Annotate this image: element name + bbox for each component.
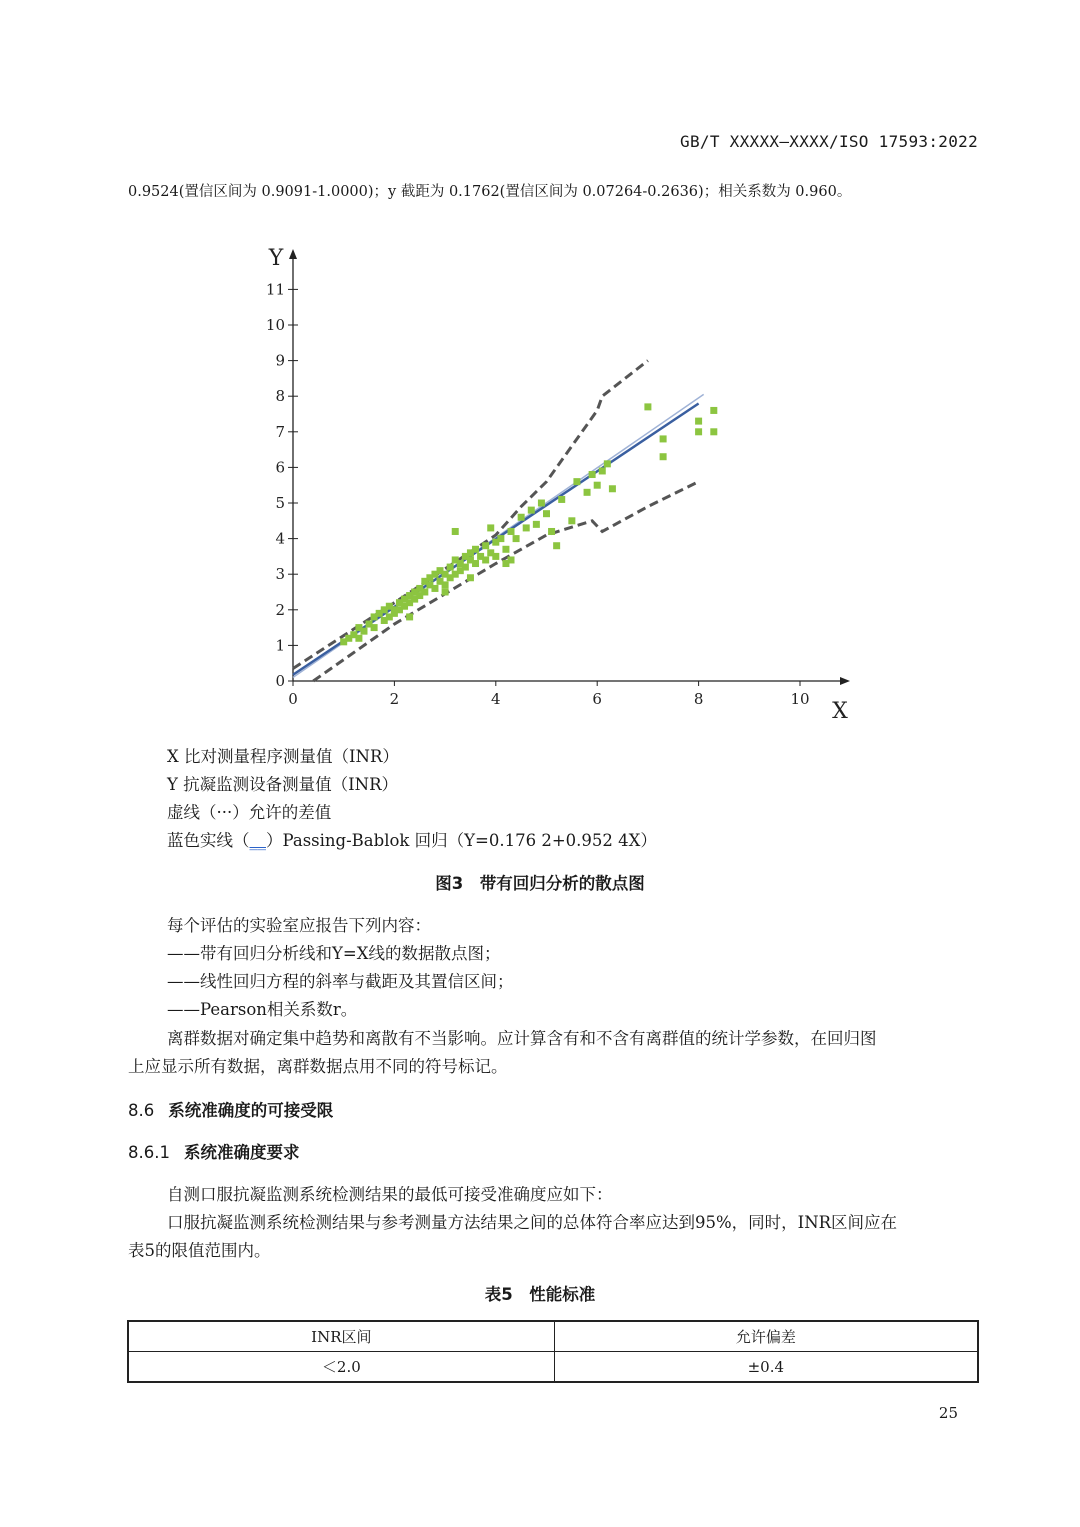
data-point — [492, 553, 499, 560]
data-point — [421, 589, 428, 596]
table-caption: 表5 性能标准 — [484, 1285, 596, 1304]
data-point — [695, 418, 702, 425]
section-heading-8-6 — [128, 1097, 333, 1121]
y-tick-label: 6 — [275, 458, 285, 477]
y-tick-label: 2 — [275, 600, 285, 619]
y-tick-label: 0 — [275, 672, 285, 690]
legend-solid-bar: __ — [249, 831, 266, 850]
table-header-cell: 允许偏差 — [554, 1321, 978, 1352]
data-point — [513, 535, 520, 542]
y-axis-label: Y — [268, 246, 284, 271]
chart-points — [340, 403, 717, 645]
performance-table — [127, 1320, 979, 1383]
data-point — [502, 560, 509, 567]
data-point — [355, 635, 362, 642]
figure-caption: 图3 带有回归分析的散点图 — [435, 874, 645, 893]
section-heading-8-6-1 — [128, 1139, 299, 1163]
y-tick-label: 9 — [275, 351, 285, 370]
data-point — [573, 478, 580, 485]
data-point — [548, 528, 555, 535]
standard-code: GB/T XXXXX—XXXX/ISO 17593:2022 — [680, 132, 978, 151]
data-point — [497, 535, 504, 542]
outlier-paragraph-cont: 上应显示所有数据，离群数据点用不同的符号标记。 — [128, 1057, 508, 1076]
upper-limit-line — [293, 361, 648, 669]
chart-axis-labels — [265, 246, 848, 722]
report-item: ——带有回归分析线和Y=X线的数据散点图； — [167, 944, 501, 963]
chart-ticks — [266, 280, 810, 708]
data-point — [467, 574, 474, 581]
data-point — [543, 510, 550, 517]
section-title: 系统准确度的可接受限 — [168, 1101, 334, 1120]
data-point — [447, 564, 454, 571]
data-point — [594, 482, 601, 489]
y-tick-label: 10 — [265, 316, 285, 334]
data-point — [442, 589, 449, 596]
data-point — [452, 528, 459, 535]
table-header-cell: INR区间 — [128, 1321, 554, 1352]
data-point — [523, 524, 530, 531]
data-point — [584, 489, 591, 496]
report-item: ——Pearson相关系数r。 — [167, 1000, 358, 1019]
data-point — [340, 638, 347, 645]
x-tick-label: 8 — [693, 690, 704, 708]
data-point — [472, 546, 479, 553]
y-tick-label: 4 — [275, 529, 285, 548]
section-number: 8.6.1 — [128, 1143, 170, 1162]
data-point — [568, 517, 575, 524]
y-axis-arrow — [289, 249, 297, 259]
legend-solid — [167, 827, 657, 851]
data-point — [660, 453, 667, 460]
legend-solid-prefix: 蓝色实线（ — [167, 831, 250, 850]
data-point — [553, 542, 560, 549]
data-point — [406, 613, 413, 620]
data-point — [604, 460, 611, 467]
data-point — [533, 521, 540, 528]
requirement-line-cont: 表5的限值范围内。 — [128, 1241, 271, 1260]
x-tick-label: 2 — [389, 690, 400, 708]
data-point — [487, 524, 494, 531]
data-point — [371, 624, 378, 631]
data-point — [660, 435, 667, 442]
data-point — [644, 403, 651, 410]
data-point — [360, 628, 367, 635]
lower-limit-line — [313, 482, 698, 681]
data-point — [482, 556, 489, 563]
data-point — [462, 564, 469, 571]
data-point — [528, 507, 535, 514]
report-intro: 每个评估的实验室应报告下列内容： — [167, 916, 431, 935]
data-point — [431, 585, 438, 592]
y-tick-label: 7 — [275, 422, 285, 441]
data-point — [710, 407, 717, 414]
report-item: ——线性回归方程的斜率与截距及其置信区间； — [167, 972, 514, 991]
section-number: 8.6 — [128, 1101, 155, 1120]
requirement-line: 口服抗凝监测系统检测结果与参考测量方法结果之间的总体符合率应达到95%，同时，INR区间应在 — [167, 1213, 898, 1232]
scatter-chart — [250, 232, 870, 722]
legend-solid-suffix: ）Passing-Bablok 回归（Y=0.176 2+0.952 4X） — [266, 831, 657, 850]
data-point — [518, 514, 525, 521]
data-point — [472, 560, 479, 567]
data-point — [695, 428, 702, 435]
data-point — [599, 467, 606, 474]
table-row — [128, 1352, 978, 1383]
outlier-paragraph: 离群数据对确定集中趋势和离散有不当影响。应计算含有和不含有离群值的统计学参数，在回归图 — [167, 1029, 877, 1048]
x-tick-label: 6 — [592, 690, 602, 708]
table-header-row — [128, 1321, 978, 1352]
x-tick-label: 4 — [491, 690, 501, 708]
data-point — [482, 542, 489, 549]
intro-line: 0.9524(置信区间为 0.9091-1.0000)；y 截距为 0.1762(置信区间为 0.07264-0.2636)；相关系数为 0.960。 — [128, 184, 852, 200]
data-point — [508, 528, 515, 535]
legend-x: X 比对测量程序测量值（INR） — [167, 747, 399, 766]
table-cell: ＜2.0 — [128, 1352, 554, 1383]
data-point — [558, 496, 565, 503]
x-tick-label: 0 — [288, 690, 298, 708]
y-tick-label: 8 — [275, 387, 285, 406]
table-cell: ±0.4 — [554, 1352, 978, 1383]
x-axis-label: X — [832, 699, 848, 722]
y-tick-label: 1 — [275, 636, 285, 655]
y-tick-label: 11 — [265, 280, 285, 299]
data-point — [589, 471, 596, 478]
legend-dashed: 虚线（···）允许的差值 — [167, 803, 332, 822]
y-tick-label: 3 — [275, 565, 285, 584]
y-tick-label: 5 — [275, 494, 285, 512]
section-title: 系统准确度要求 — [183, 1143, 300, 1162]
page-number: 25 — [938, 1404, 958, 1422]
data-point — [710, 428, 717, 435]
requirement-line: 自测口服抗凝监测系统检测结果的最低可接受准确度应如下： — [167, 1185, 613, 1204]
data-point — [538, 500, 545, 507]
legend-y: Y 抗凝监测设备测量值（INR） — [167, 775, 399, 794]
data-point — [502, 546, 509, 553]
data-point — [442, 581, 449, 588]
x-axis-arrow — [840, 677, 850, 685]
data-point — [609, 485, 616, 492]
x-tick-label: 10 — [790, 690, 810, 708]
